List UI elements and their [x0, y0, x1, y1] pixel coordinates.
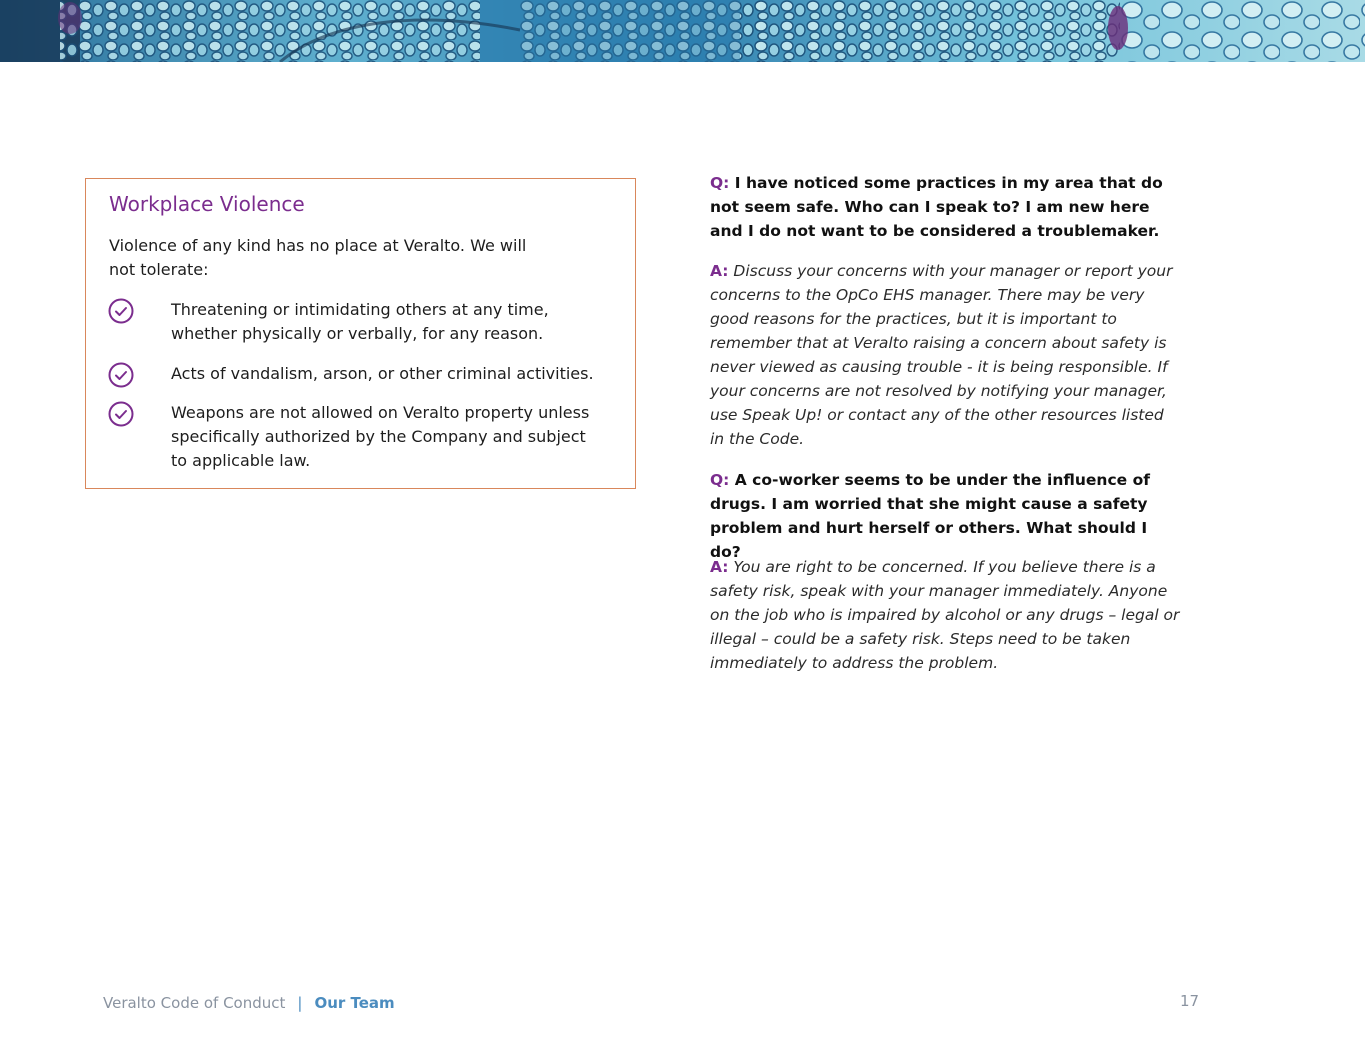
question-text: A co-worker seems to be under the influence of drugs. I am worried that she might cause a safety problem and hurt herself or others. What should I do? — [710, 471, 1150, 561]
check-circle-icon — [108, 362, 134, 388]
a-label: A: — [710, 558, 729, 576]
answer-2 — [710, 555, 1180, 675]
bullet-text: Threatening or intimidating others at any time, whether physically or verbally, for any reason. — [171, 300, 549, 343]
q-label: Q: — [710, 174, 730, 192]
bullet-text: Acts of vandalism, arson, or other criminal activities. — [171, 364, 594, 383]
microscope-texture-image — [0, 0, 1365, 62]
page-number: 17 — [1180, 992, 1200, 1010]
box-intro: Violence of any kind has no place at Veralto. We will not tolerate: — [109, 236, 527, 279]
box-title: Workplace Violence — [109, 192, 305, 216]
question-2 — [710, 468, 1180, 564]
question-text: I have noticed some practices in my area that do not seem safe. Who can I speak to? I am new here and I do not want to be considered a troublemaker. — [710, 174, 1163, 240]
answer-1 — [710, 259, 1180, 451]
footer-section-link[interactable]: Our Team — [314, 994, 395, 1012]
answer-text: Discuss your concerns with your manager or report your concerns to the OpCo EHS manager. There may be very good reasons for the practices, but it is important to remember that at Veralto raising a concern about safety is never viewed as causing trouble - it is being responsible. If your concerns are not resolved by notifying your manager, use Speak Up! or contact any of the other resources listed in the Code. — [710, 262, 1173, 448]
footer-separator: | — [297, 994, 303, 1012]
a-label: A: — [710, 262, 729, 280]
check-circle-icon — [108, 298, 134, 324]
question-1 — [710, 171, 1180, 243]
check-circle-icon — [108, 401, 134, 427]
bullet-text: Weapons are not allowed on Veralto property unless specifically authorized by the Company and subject to applicable law. — [171, 403, 590, 470]
q-label: Q: — [710, 471, 730, 489]
workplace-violence-box — [85, 178, 636, 489]
footer-doc-title: Veralto Code of Conduct — [103, 994, 286, 1012]
answer-text: You are right to be concerned. If you believe there is a safety risk, speak with your manager immediately. Anyone on the job who is impaired by alcohol or any drugs – legal or illegal – could be a safety risk. Steps need to be taken immediately to address the problem. — [710, 558, 1180, 672]
header-banner-image — [0, 0, 1365, 62]
footer — [103, 994, 395, 1012]
